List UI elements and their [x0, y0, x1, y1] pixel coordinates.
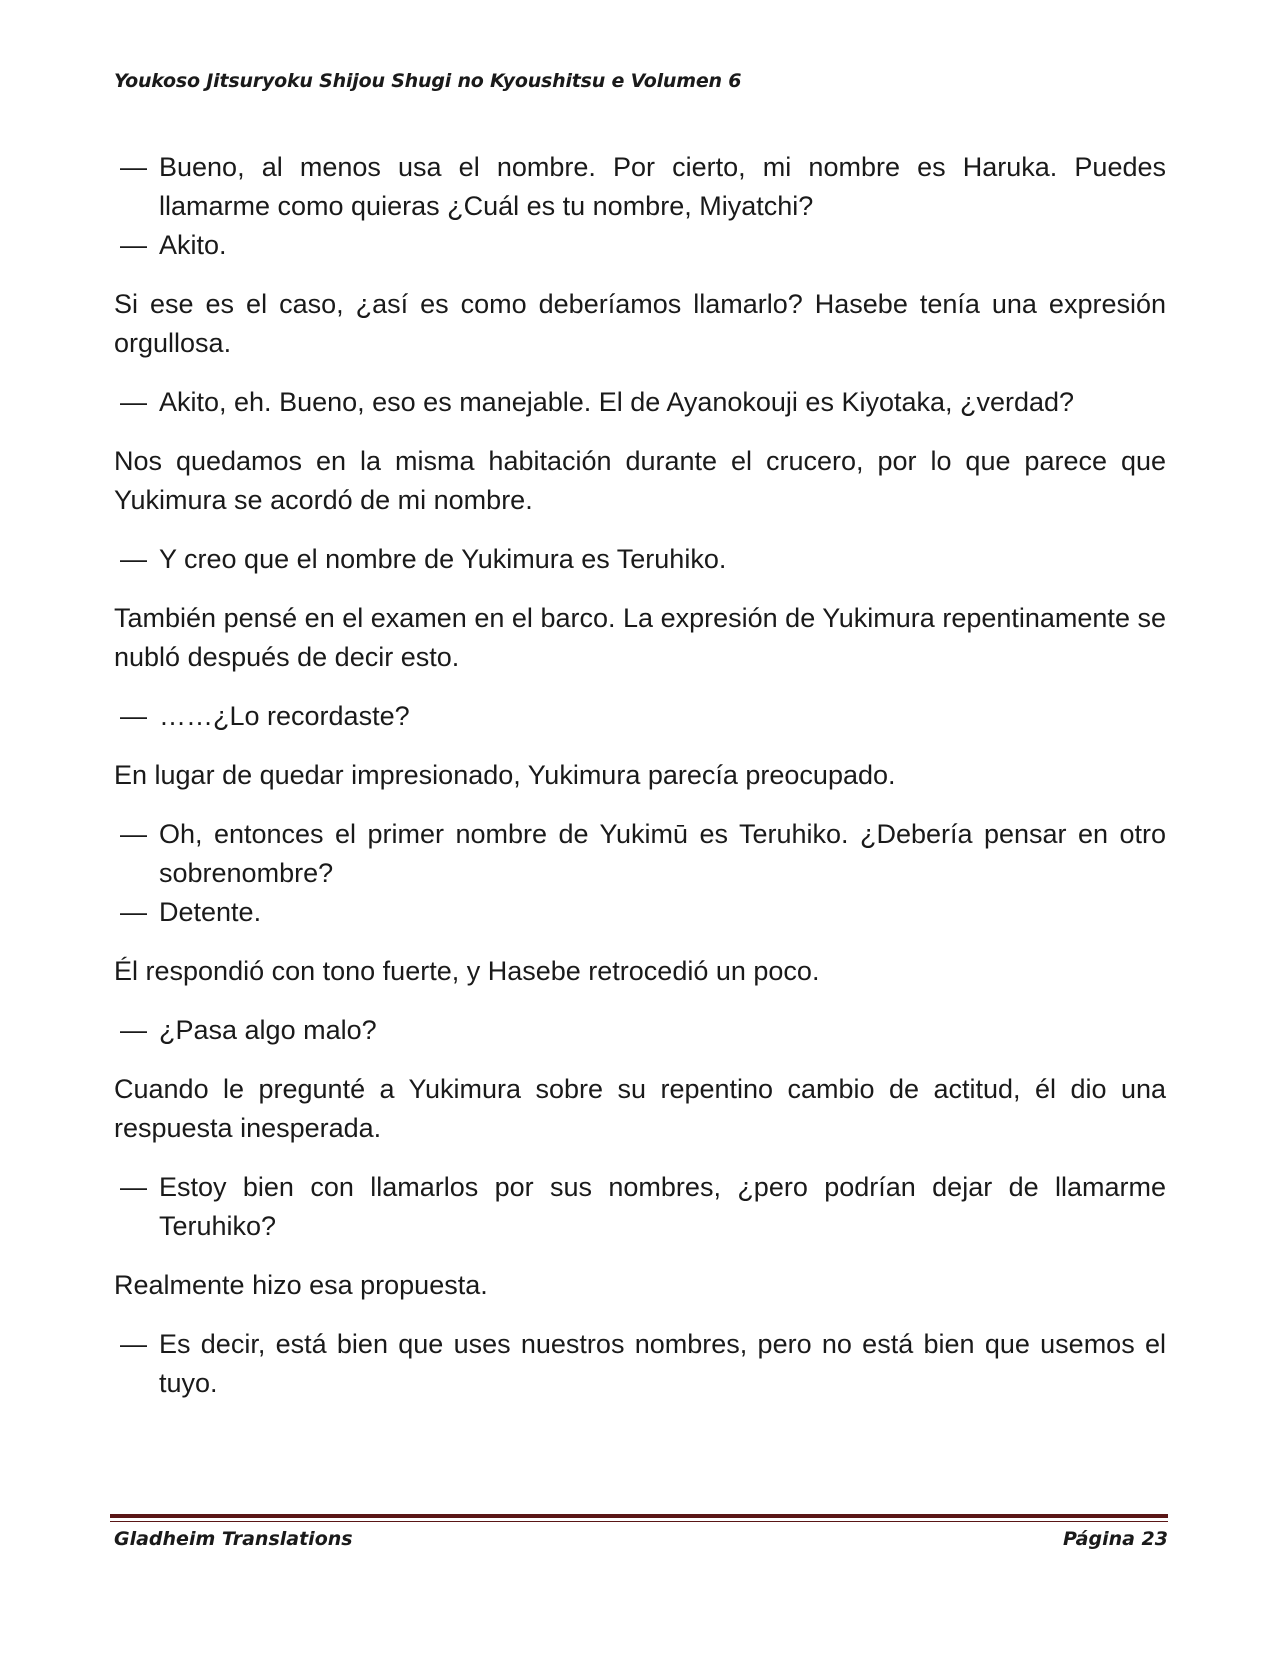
dialogue-text: Oh, entonces el primer nombre de Yukimū es Teruhiko. ¿Debería pensar en otro sobrenombre?	[159, 819, 1166, 888]
em-dash: —	[120, 230, 147, 260]
narration-paragraph: Realmente hizo esa propuesta.	[114, 1270, 488, 1300]
footer-page-number: Página 23	[1062, 1528, 1168, 1550]
dialogue-line	[114, 815, 1166, 893]
dialogue-text: Es decir, está bien que uses nuestros nombres, pero no está bien que usemos el tuyo.	[159, 1329, 1166, 1398]
dialogue-group	[114, 697, 1166, 736]
em-dash: —	[120, 701, 147, 731]
dialogue-group	[114, 383, 1166, 422]
em-dash: —	[120, 544, 147, 574]
footer-rule-thin	[110, 1521, 1168, 1522]
dialogue-line	[114, 226, 1166, 265]
dialogue-text: Y creo que el nombre de Yukimura es Teruhiko.	[159, 544, 727, 574]
narration-paragraph: En lugar de quedar impresionado, Yukimura parecía preocupado.	[114, 760, 896, 790]
dialogue-text: ¿Pasa algo malo?	[159, 1015, 377, 1045]
narration-paragraph: Él respondió con tono fuerte, y Hasebe retrocedió un poco.	[114, 956, 820, 986]
dialogue-group	[114, 540, 1166, 579]
em-dash: —	[120, 1015, 147, 1045]
footer-rule	[110, 1514, 1168, 1518]
dialogue-line	[114, 1011, 1166, 1050]
dialogue-text: Bueno, al menos usa el nombre. Por cierto, mi nombre es Haruka. Puedes llamarme como quieras ¿Cuál es tu nombre, Miyatchi?	[159, 152, 1166, 221]
dialogue-text: ……¿Lo recordaste?	[159, 701, 410, 731]
dialogue-line	[114, 1325, 1166, 1403]
body-text	[114, 148, 1166, 1423]
dialogue-line	[114, 148, 1166, 226]
dialogue-group	[114, 815, 1166, 932]
narration-paragraph: Nos quedamos en la misma habitación durante el crucero, por lo que parece que Yukimura se acordó de mi nombre.	[114, 446, 1166, 515]
dialogue-line	[114, 540, 1166, 579]
dialogue-text: Akito, eh. Bueno, eso es manejable. El de Ayanokouji es Kiyotaka, ¿verdad?	[159, 387, 1075, 417]
dialogue-line	[114, 383, 1166, 422]
dialogue-text: Estoy bien con llamarlos por sus nombres, ¿pero podrían dejar de llamarme Teruhiko?	[159, 1172, 1166, 1241]
narration-paragraph: Si ese es el caso, ¿así es como deberíamos llamarlo? Hasebe tenía una expresión orgullosa.	[114, 289, 1166, 358]
footer-publisher: Gladheim Translations	[114, 1528, 353, 1550]
dialogue-text: Detente.	[159, 897, 262, 927]
dialogue-text: Akito.	[159, 230, 227, 260]
dialogue-group	[114, 1168, 1166, 1246]
em-dash: —	[120, 387, 147, 417]
dialogue-group	[114, 1325, 1166, 1403]
em-dash: —	[120, 819, 147, 849]
em-dash: —	[120, 1172, 147, 1202]
dialogue-line	[114, 697, 1166, 736]
em-dash: —	[120, 897, 147, 927]
em-dash: —	[120, 1329, 147, 1359]
dialogue-line	[114, 1168, 1166, 1246]
narration-paragraph: Cuando le pregunté a Yukimura sobre su repentino cambio de actitud, él dio una respuesta inesperada.	[114, 1074, 1166, 1143]
narration-paragraph: También pensé en el examen en el barco. La expresión de Yukimura repentinamente se nubló después de decir esto.	[114, 603, 1166, 672]
dialogue-group	[114, 148, 1166, 265]
em-dash: —	[120, 152, 147, 182]
running-header-title: Youkoso Jitsuryoku Shijou Shugi no Kyoushitsu e Volumen 6	[114, 70, 742, 92]
dialogue-group	[114, 1011, 1166, 1050]
dialogue-line	[114, 893, 1166, 932]
